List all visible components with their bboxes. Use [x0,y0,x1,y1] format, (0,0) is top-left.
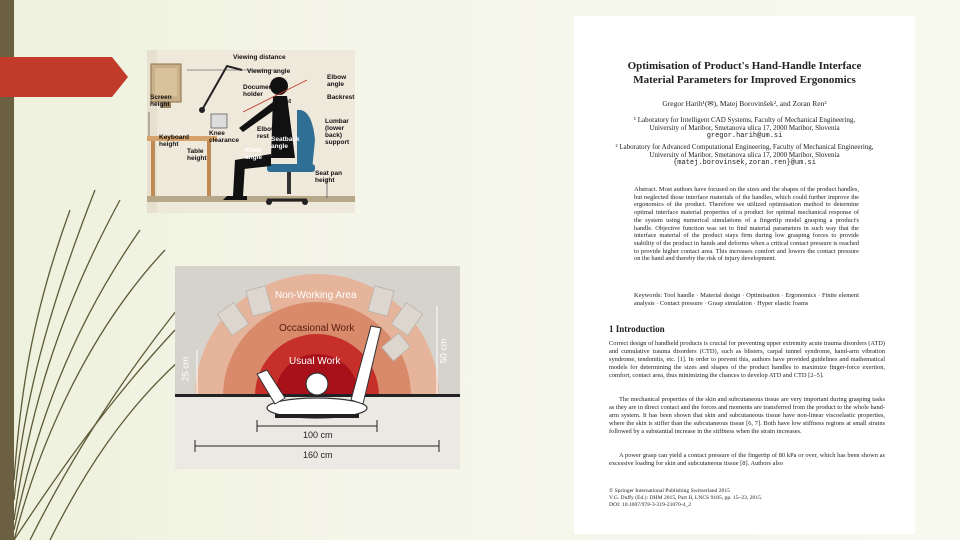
label-document-holder: Document holder [243,84,275,98]
label-160cm: 160 cm [303,450,333,460]
paper-email-2: {matej.borovinsek,zoran.ren}@um.si [673,159,816,167]
label-elbow-rest: Elbow rest [257,126,277,140]
label-seatback-angle: Seatback angle [271,136,300,150]
paper-footer-citation: V.G. Duffy (Ed.): DHM 2015, Part II, LNCS 9185, pp. 15–23, 2015. [609,495,763,501]
label-seat-pan-height: Seat pan height [315,170,343,184]
label-table-height: Table height [187,148,207,162]
paper-abstract: Abstract. Most authors have focused on the sizes and the shapes of the product handles, but neglected those interface materials of the handles, which could further improve the ergonomics of the product. Therefore we utilized optimisation method to determine optimal interface material properties of a product for optimal mechanical response of the system using numerical simulations of a fingertip model grasping a product's handle. Objective function was set to find material parameters in such way that the interface material of the product stays firm during low grasping forces to provide stability of the product in hands and deforms when a critical contact pressure is reached to provide higher contact area. This increases comfort and lowers the contact pressure on the hand and thereby the risk of injury development. [634,186,859,263]
paper-section-heading: 1 Introduction [609,324,665,334]
label-25cm: 25 cm [180,356,191,382]
label-viewing-distance: Viewing distance [233,54,286,61]
label-100cm: 100 cm [303,430,333,440]
label-elbow-angle: Elbow angle [327,74,347,88]
label-knee-clearance: Knee clearance [209,130,239,144]
label-viewing-angle: Viewing angle [247,68,291,75]
red-arrow-tab [0,57,128,97]
label-knee-angle: Knee angle [245,147,262,161]
paper-intro-paragraph-1: Correct design of handheld products is crucial for preventing upper extremity acute trauma disorders (ATD) and cumulative trauma disorders (CTD), such as blisters, carpal tunnel syndrome, hand-arm vibration syndrome, tendonitis, etc. [1]. In order to prevent this, authors have provided guidelines and mathematical models for determining the sizes and shapes of the product handles to maximize finger-force exertion, comfort, contact area, thus minimizing the chances to develop ATD and CTD [2–5]. [609,340,885,379]
paper-affiliation-2-line-2: University of Maribor, Smetanova ulica 17, 2000 Maribor, Slovenia [649,151,840,159]
workstation-illustration [147,50,355,213]
paper-page [574,16,915,534]
paper-keywords: Keywords: Tool handle · Material design · Optimisation · Ergonomics · Finite element analysis · Contact pressure · Grasp simulation · Hyper elastic foams [634,292,859,307]
label-usual-work: Usual Work [289,356,341,367]
paper-affiliation-1-line-1: ¹ Laboratory for Intelligent CAD Systems, Faculty of Mechanical Engineering, [633,116,856,124]
label-backrest: Backrest [327,94,355,101]
paper-email-1: gregor.harih@um.si [706,132,783,140]
paper-authors: Gregor Harih¹(✉), Matej Borovinšek², and Zoran Ren² [662,99,827,108]
paper-intro-paragraph-3: A power grasp can yield a contact pressure of the fingertip of 80 kPa or over, which has been shown as excessive loading for skin and subcutaneous tissue [8]. Authors also [609,452,885,467]
label-wrist-rest: Wrist rest [275,98,292,112]
paper-affiliation-1-line-2: University of Maribor, Smetanova ulica 17, 2000 Maribor, Slovenia [649,124,840,132]
work-area-diagram [175,266,460,469]
label-screen-height: Screen height [150,94,172,108]
paper-affiliation-2-line-1: ² Laboratory for Advanced Computational Engineering, Faculty of Mechanical Engineering, [615,143,874,151]
label-non-working-area: Non-Working Area [275,290,357,301]
label-keyboard-height: Keyboard height [159,134,189,148]
label-lumbar-support: Lumbar (lower back) support [325,118,350,146]
paper-title-line-1: Optimisation of Product's Hand-Handle Interface [627,60,862,72]
label-occasional-work: Occasional Work [279,323,355,334]
paper-title-line-2: Material Parameters for Improved Ergonomics [633,74,856,86]
paper-footer-doi: DOI: 10.1007/978-3-319-21070-4_2 [609,502,692,508]
label-50cm: 50 cm [438,338,449,364]
paper-footer-copyright: © Springer International Publishing Switzerland 2015 [609,488,730,494]
paper-intro-paragraph-2: The mechanical properties of the skin and subcutaneous tissue are very important during grasping tasks as they are in direct contact and the forces and moments are transferred from the product to the whole hand-arm system. It has been shown that skin and subcutaneous tissue have non-linear viscoelastic properties, where the skin is stiffer than the subcutaneous tissue [6, 7]. Both have low stiffness regions at small strains followed by a substantial increase in the stiffness when the strain increases. [609,396,885,435]
